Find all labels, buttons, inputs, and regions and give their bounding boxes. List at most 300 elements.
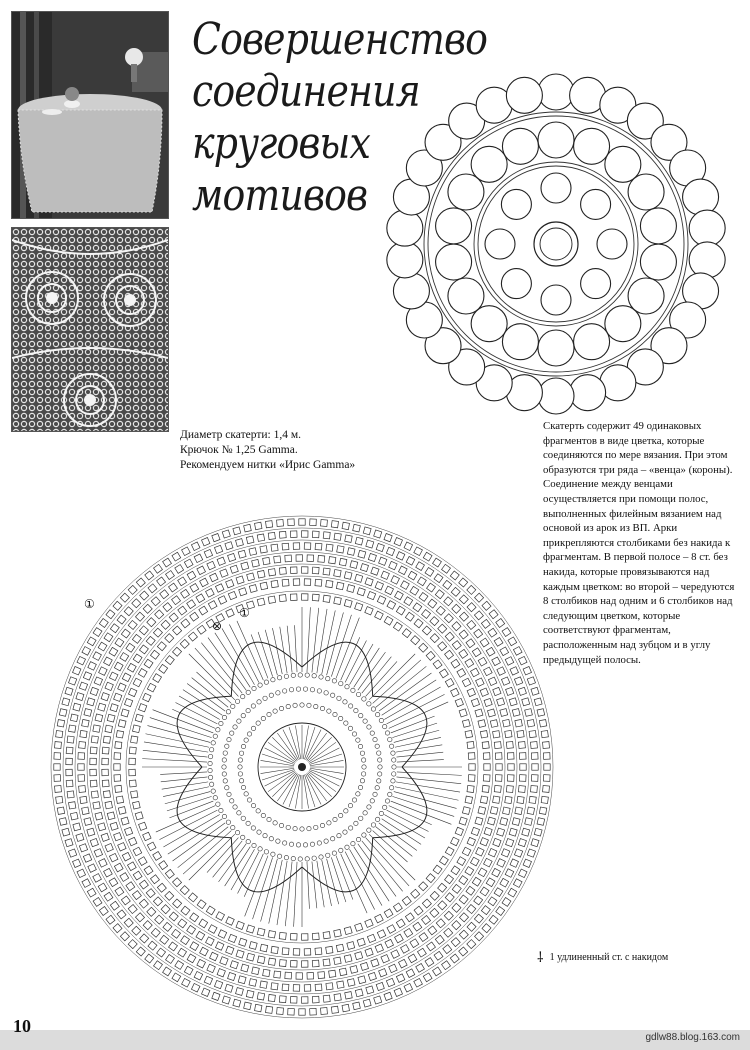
- filet-cell: [493, 796, 500, 803]
- filet-cell: [411, 636, 420, 645]
- filet-cell: [434, 951, 443, 960]
- chain-loop: [348, 726, 352, 730]
- filet-cell: [82, 879, 91, 888]
- filet-cell: [109, 878, 118, 887]
- stitch-line: [295, 625, 297, 672]
- filet-cell: [190, 942, 199, 951]
- chain-loop: [209, 782, 213, 786]
- filet-cell: [279, 996, 286, 1003]
- filet-cell: [136, 578, 145, 587]
- filet-cell: [430, 617, 439, 626]
- filet-cell: [502, 898, 511, 907]
- filet-cell: [438, 642, 447, 651]
- filet-cell: [228, 591, 236, 599]
- filet-cell: [173, 626, 182, 635]
- filet-cell: [207, 561, 215, 569]
- filet-cell: [263, 557, 270, 564]
- filet-cell: [165, 869, 174, 878]
- filet-cell: [467, 688, 475, 696]
- filet-cell: [323, 959, 330, 966]
- filet-cell: [399, 959, 408, 968]
- stitch-line: [395, 787, 459, 801]
- motif-circle: [506, 77, 542, 113]
- chain-loop: [256, 809, 260, 813]
- filet-cell: [160, 590, 169, 599]
- stitch-line: [213, 841, 243, 878]
- filet-cell: [445, 650, 454, 659]
- filet-cell: [145, 954, 154, 963]
- chain-loop: [233, 725, 237, 729]
- stitch-line: [269, 860, 283, 924]
- filet-cell: [268, 958, 275, 965]
- filet-cell: [495, 775, 502, 782]
- filet-cell: [102, 758, 109, 765]
- filet-cell: [525, 709, 533, 717]
- chain-loop: [267, 817, 271, 821]
- filet-cell: [159, 861, 168, 870]
- filet-cell: [527, 849, 535, 857]
- chain-loop: [392, 772, 396, 776]
- filet-cell: [334, 957, 341, 964]
- filet-cell: [389, 964, 397, 972]
- filet-cell: [515, 719, 523, 727]
- filet-cell: [169, 942, 178, 951]
- stitch-line: [376, 666, 427, 707]
- filet-cell: [114, 693, 122, 701]
- chain-loop: [330, 693, 334, 697]
- filet-cell: [169, 613, 178, 622]
- filet-cell: [166, 955, 175, 964]
- filet-cell: [353, 524, 361, 532]
- filet-cell: [510, 667, 518, 675]
- filet-cell: [375, 914, 384, 923]
- chain-loop: [312, 674, 316, 678]
- filet-cell: [323, 568, 330, 575]
- filet-cell: [355, 603, 363, 611]
- lace-detail-photo: [11, 227, 169, 432]
- filet-cell: [355, 574, 363, 582]
- filet-cell: [355, 537, 363, 545]
- filet-cell: [467, 620, 476, 629]
- filet-cell: [452, 604, 461, 613]
- filet-cell: [466, 639, 475, 648]
- filet-cell: [501, 849, 509, 857]
- filet-cell: [105, 682, 113, 690]
- filet-cell: [155, 915, 164, 924]
- filet-cell: [290, 594, 297, 601]
- stitch-line: [354, 648, 380, 687]
- filet-cell: [384, 992, 392, 1000]
- filet-cell: [114, 863, 123, 872]
- chain-loop: [244, 738, 248, 742]
- motif-circle: [640, 244, 676, 280]
- filet-cell: [493, 838, 501, 846]
- filet-cell: [522, 828, 530, 836]
- filet-cell: [494, 785, 501, 792]
- filet-cell: [252, 967, 260, 975]
- filet-cell: [199, 919, 208, 928]
- chain-loop: [370, 731, 374, 735]
- chain-loop: [208, 761, 212, 765]
- filet-cell: [452, 903, 461, 912]
- filet-cell: [182, 978, 191, 987]
- filet-cell: [497, 667, 506, 676]
- chain-loop: [264, 680, 268, 684]
- chain-loop: [235, 699, 239, 703]
- filet-cell: [180, 886, 189, 895]
- chain-loop: [208, 768, 212, 772]
- filet-cell: [145, 571, 154, 580]
- filet-cell: [135, 812, 143, 820]
- chain-loop: [251, 704, 255, 708]
- filet-cell: [115, 742, 122, 749]
- stitch-line: [145, 734, 209, 748]
- filet-cell: [226, 609, 235, 618]
- filet-cell: [257, 534, 264, 541]
- filet-cell: [147, 842, 156, 851]
- filet-cell: [143, 832, 151, 840]
- filet-cell: [220, 569, 228, 577]
- chain-loop: [282, 841, 286, 845]
- filet-cell: [133, 654, 142, 663]
- center-stitch: [295, 775, 300, 809]
- filet-cell: [178, 948, 187, 957]
- motif-circle: [501, 269, 531, 299]
- filet-cell: [113, 601, 122, 610]
- filet-cell: [288, 519, 295, 526]
- filet-cell: [135, 612, 144, 621]
- filet-cell: [113, 924, 122, 933]
- stitch-line: [277, 861, 287, 925]
- filet-cell: [414, 906, 423, 915]
- filet-cell: [90, 769, 97, 776]
- filet-cell: [419, 592, 428, 601]
- motif-circle: [502, 128, 538, 164]
- filet-cell: [165, 656, 174, 665]
- chain-loop: [367, 702, 371, 706]
- filet-cell: [93, 802, 100, 809]
- filet-cell: [371, 959, 379, 967]
- filet-cell: [366, 986, 374, 994]
- filet-cell: [173, 899, 182, 908]
- filet-cell: [377, 596, 386, 605]
- filet-cell: [480, 838, 488, 846]
- chain-loop: [237, 811, 241, 815]
- specifications: [180, 428, 355, 473]
- filet-cell: [260, 944, 268, 952]
- filet-cell: [104, 633, 113, 642]
- filet-cell: [500, 818, 508, 826]
- chain-loop: [282, 689, 286, 693]
- filet-cell: [522, 698, 530, 706]
- motif-circle: [436, 208, 472, 244]
- chain-loop: [362, 697, 366, 701]
- filet-cell: [543, 742, 550, 749]
- filet-cell: [478, 807, 486, 815]
- filet-cell: [65, 687, 73, 695]
- filet-cell: [129, 747, 136, 754]
- chain-loop: [389, 786, 393, 790]
- filet-cell: [236, 576, 244, 584]
- filet-cell: [350, 561, 358, 569]
- filet-cell: [459, 913, 468, 922]
- chain-loop: [256, 721, 260, 725]
- motif-circle: [387, 210, 423, 246]
- chain-loop: [261, 716, 265, 720]
- filet-cell: [241, 562, 249, 570]
- filet-cell: [90, 687, 98, 695]
- filet-cell: [391, 950, 400, 959]
- filet-cell: [344, 955, 352, 963]
- filet-cell: [537, 818, 545, 826]
- filet-cell: [282, 984, 289, 991]
- filet-cell: [492, 657, 501, 666]
- filet-cell: [226, 580, 234, 588]
- crochet-motif-chart: [40, 505, 560, 1020]
- filet-cell: [422, 626, 431, 635]
- filet-cell: [444, 614, 453, 623]
- motif-circle: [689, 210, 725, 246]
- chain-loop: [247, 798, 251, 802]
- filet-cell: [114, 775, 121, 782]
- filet-cell: [543, 785, 550, 792]
- motif-circle: [501, 189, 531, 219]
- filet-cell: [163, 603, 172, 612]
- filet-cell: [301, 961, 307, 967]
- filet-cell: [133, 725, 141, 733]
- filet-cell: [173, 878, 182, 887]
- filet-cell: [487, 817, 495, 825]
- chain-loop: [312, 856, 316, 860]
- filet-cell: [500, 647, 509, 656]
- filet-cell: [73, 703, 81, 711]
- filet-cell: [208, 925, 217, 934]
- filet-cell: [496, 907, 505, 916]
- filet-cell: [541, 731, 548, 738]
- legend: [537, 949, 669, 966]
- filet-cell: [148, 584, 157, 593]
- chain-loop: [226, 820, 230, 824]
- filet-cell: [302, 594, 309, 601]
- filet-cell: [450, 954, 459, 963]
- filet-cell: [537, 709, 545, 717]
- chain-loop: [375, 712, 379, 716]
- filet-cell: [206, 937, 215, 946]
- chain-loop: [339, 681, 343, 685]
- filet-cell: [468, 753, 475, 760]
- filet-cell: [494, 742, 501, 749]
- filet-cell: [230, 565, 238, 573]
- stitch-line: [362, 841, 403, 892]
- filet-cell: [518, 786, 525, 793]
- filet-cell: [493, 731, 500, 738]
- filet-cell: [194, 554, 203, 563]
- filet-cell: [115, 638, 124, 647]
- filet-cell: [410, 586, 419, 595]
- filet-cell: [433, 660, 442, 669]
- filet-cell: [83, 854, 91, 862]
- center-stitch: [310, 760, 344, 765]
- filet-cell: [452, 921, 461, 930]
- chain-loop: [219, 721, 223, 725]
- filet-cell: [83, 672, 91, 680]
- stitch-line: [272, 628, 282, 674]
- filet-cell: [467, 905, 476, 914]
- filet-cell: [529, 730, 536, 737]
- filet-cell: [91, 791, 98, 798]
- chain-loop: [324, 839, 328, 843]
- stitch-line: [143, 750, 208, 757]
- filet-cell: [396, 552, 405, 561]
- filet-cell: [344, 599, 352, 607]
- filet-cell: [197, 625, 206, 634]
- filet-cell: [452, 622, 461, 631]
- motif-circle: [628, 174, 664, 210]
- chain-loop: [388, 737, 392, 741]
- filet-cell: [236, 950, 244, 958]
- filet-cell: [82, 807, 90, 815]
- filet-cell: [76, 693, 84, 701]
- filet-cell: [104, 657, 113, 666]
- filet-cell: [73, 823, 81, 831]
- filet-cell: [478, 868, 487, 877]
- chain-loop: [222, 758, 226, 762]
- motif-circle: [541, 173, 571, 203]
- center-stitch: [304, 775, 315, 807]
- filet-cell: [247, 953, 255, 961]
- filet-cell: [468, 775, 475, 782]
- filet-cell: [422, 609, 431, 618]
- filet-cell: [334, 533, 341, 540]
- filet-cell: [121, 629, 130, 638]
- filet-cell: [497, 698, 505, 706]
- filet-cell: [59, 818, 67, 826]
- chain-loop: [317, 689, 321, 693]
- chain-loop: [330, 837, 334, 841]
- filet-cell: [399, 566, 408, 575]
- filet-cell: [355, 989, 363, 997]
- filet-cell: [238, 550, 246, 558]
- filet-cell: [459, 630, 468, 639]
- filet-cell: [263, 969, 270, 976]
- filet-cell: [459, 578, 468, 587]
- filet-cell: [462, 720, 470, 728]
- filet-cell: [427, 942, 436, 951]
- filet-cell: [217, 969, 225, 977]
- filet-cell: [494, 888, 503, 897]
- stitch-line: [285, 861, 292, 926]
- chain-loop: [291, 856, 295, 860]
- filet-cell: [67, 791, 74, 798]
- stitch-line: [331, 857, 346, 902]
- chain-loop: [344, 809, 348, 813]
- filet-cell: [414, 547, 423, 556]
- filet-cell: [99, 859, 108, 868]
- filet-cell: [474, 914, 483, 923]
- filet-cell: [430, 634, 439, 643]
- filet-cell: [451, 688, 460, 697]
- filet-cell: [377, 930, 386, 939]
- filet-cell: [544, 764, 550, 770]
- filet-cell: [163, 922, 172, 931]
- filet-cell: [386, 547, 394, 555]
- filet-cell: [455, 698, 463, 706]
- filet-cell: [181, 619, 190, 628]
- filet-cell: [517, 730, 524, 737]
- filet-cell: [139, 704, 147, 712]
- chain-loop: [367, 828, 371, 832]
- motif-circle: [541, 285, 571, 315]
- chain-loop: [277, 854, 281, 858]
- chain-loop: [379, 718, 383, 722]
- filet-cell: [312, 960, 319, 967]
- filet-cell: [379, 969, 387, 977]
- chain-loop: [258, 683, 262, 687]
- filet-cell: [109, 853, 118, 862]
- title-line-2: соединения: [192, 66, 420, 117]
- stitch-line: [237, 621, 263, 680]
- filet-cell: [410, 939, 419, 948]
- filet-cell: [55, 742, 62, 749]
- filet-cell: [310, 519, 317, 526]
- chain-loop: [239, 779, 243, 783]
- filet-cell: [465, 796, 473, 804]
- filet-cell: [405, 913, 414, 922]
- filet-cell: [442, 961, 451, 970]
- chain-loop: [213, 734, 217, 738]
- filet-cell: [478, 657, 487, 666]
- filet-cell: [84, 709, 92, 717]
- filet-cell: [318, 555, 325, 562]
- filet-cell: [101, 693, 109, 701]
- stitch-line: [395, 737, 441, 747]
- filet-cell: [436, 606, 445, 615]
- chain-loop: [279, 823, 283, 827]
- chain-loop: [307, 703, 311, 707]
- filet-cell: [489, 610, 498, 619]
- filet-cell: [290, 960, 297, 967]
- chain-loop: [337, 696, 341, 700]
- chain-loop: [271, 852, 275, 856]
- chart-marker: ⊗: [212, 619, 223, 633]
- filet-cell: [367, 591, 375, 599]
- filet-cell: [320, 520, 327, 527]
- filet-cell: [255, 522, 262, 529]
- filet-cell: [163, 558, 172, 567]
- filet-cell: [62, 828, 70, 836]
- filet-cell: [467, 603, 476, 612]
- filet-cell: [367, 934, 375, 942]
- filet-cell: [143, 921, 152, 930]
- filet-cell: [217, 557, 225, 565]
- filet-cell: [451, 837, 460, 846]
- filet-cell: [395, 934, 404, 943]
- stitch-line: [366, 661, 397, 696]
- chain-loop: [289, 842, 293, 846]
- filet-cell: [423, 552, 432, 561]
- filet-cell: [381, 571, 389, 579]
- filet-cell: [78, 764, 84, 770]
- filet-cell: [257, 928, 265, 936]
- chain-loop: [298, 857, 302, 861]
- filet-cell: [436, 919, 445, 928]
- filet-cell: [307, 973, 314, 980]
- filet-cell: [116, 796, 123, 803]
- filet-cell: [102, 769, 109, 776]
- chain-loop: [351, 688, 355, 692]
- filet-cell: [515, 807, 523, 815]
- filet-cell: [393, 622, 402, 631]
